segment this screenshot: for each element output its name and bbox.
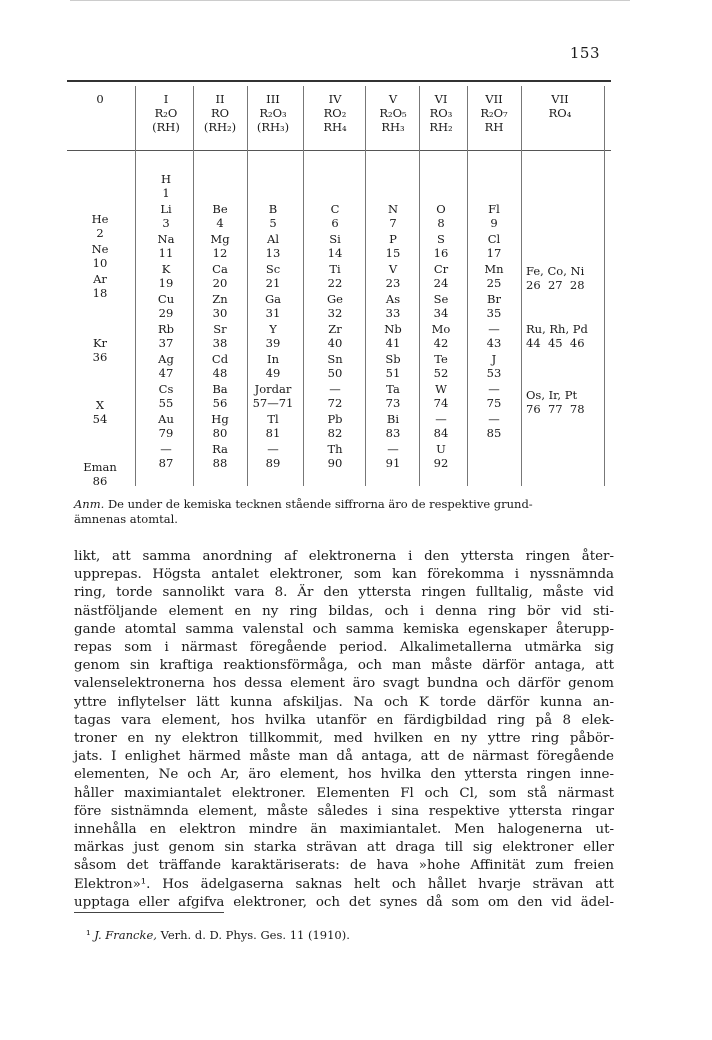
element-symbol: X bbox=[95, 398, 105, 412]
element-cell bbox=[434, 412, 449, 440]
element-symbol: Rb bbox=[157, 322, 175, 336]
atomic-number: 3 bbox=[162, 216, 170, 230]
atomic-number: 53 bbox=[486, 366, 502, 380]
body-line: repas som i närmast föregående period. Alkalimetallerna utmärka sig bbox=[74, 640, 614, 656]
element-symbol: Ar bbox=[93, 272, 107, 286]
atomic-number: 11 bbox=[158, 246, 174, 260]
atomic-number: 84 bbox=[433, 426, 449, 440]
element-cell bbox=[327, 412, 342, 440]
element-symbol: As bbox=[385, 292, 401, 306]
element-cell bbox=[327, 442, 342, 470]
element-cell bbox=[436, 202, 445, 230]
atomic-number: 23 bbox=[385, 276, 401, 290]
atomic-number: 81 bbox=[265, 426, 281, 440]
table-top-rule bbox=[67, 80, 611, 82]
element-symbol: Mg bbox=[210, 232, 230, 246]
element-cell bbox=[526, 322, 588, 350]
body-line: innehålla en elektron mindre än maximiantalet. Men halogenerna ut- bbox=[74, 822, 614, 838]
body-line: elementen, Ne och Ar, äro element, hos hvilka den yttersta ringen inne- bbox=[74, 767, 614, 783]
atomic-number: 37 bbox=[158, 336, 174, 350]
atomic-number: 76 77 78 bbox=[526, 402, 585, 416]
element-cell bbox=[212, 352, 228, 380]
atomic-number: 17 bbox=[486, 246, 502, 260]
body-line: yttre inflytelser lätt kunna afskiljas. Na och K torde därför kunna an- bbox=[74, 694, 614, 710]
element-cell bbox=[266, 262, 281, 290]
element-cell bbox=[434, 292, 449, 320]
atomic-number: 51 bbox=[385, 366, 401, 380]
group-formula: R₂O₃ bbox=[259, 106, 287, 120]
body-line: håller maximiantalet elektroner. Elementen Fl och Cl, som stå närmast bbox=[74, 785, 614, 801]
element-cell bbox=[266, 322, 281, 350]
group-formula: RO bbox=[210, 106, 230, 120]
body-line: likt, att samma anordning af elektronerna i den yttersta ringen åter- bbox=[74, 549, 614, 564]
atomic-number: 75 bbox=[486, 396, 502, 410]
column-divider bbox=[365, 86, 366, 486]
element-cell bbox=[158, 292, 174, 320]
atomic-number: 33 bbox=[385, 306, 401, 320]
element-symbol: In bbox=[267, 352, 279, 366]
atomic-number: 29 bbox=[158, 306, 174, 320]
element-cell bbox=[212, 262, 228, 290]
atomic-number: 21 bbox=[265, 276, 281, 290]
atomic-number: 73 bbox=[385, 396, 401, 410]
element-cell bbox=[159, 262, 174, 290]
group-numeral: II bbox=[215, 92, 225, 106]
element-symbol: S bbox=[437, 232, 445, 246]
element-cell bbox=[265, 292, 281, 320]
element-cell bbox=[386, 262, 401, 290]
footnote-reference: Verh. d. D. Phys. Ges. 11 (1910). bbox=[160, 928, 350, 942]
column-divider bbox=[303, 86, 304, 486]
group-formula: R₂O₅ bbox=[379, 106, 407, 120]
group-header bbox=[530, 92, 590, 120]
element-cell bbox=[487, 232, 502, 260]
atomic-number: 1 bbox=[162, 186, 170, 200]
body-line: märkas just genom sin starka strävan att draga till sig elektroner eller bbox=[74, 840, 614, 856]
group-header bbox=[190, 92, 250, 134]
group-header bbox=[70, 92, 130, 106]
element-cell bbox=[266, 412, 281, 440]
atomic-number: 9 bbox=[490, 216, 498, 230]
element-symbol: — bbox=[435, 412, 447, 426]
element-cell bbox=[161, 172, 171, 200]
element-symbol: Hg bbox=[211, 412, 229, 426]
table-annotation bbox=[74, 497, 614, 527]
annotation-text: De under de kemiska tecknen stående siffrorna äro de respektive grund- bbox=[107, 497, 533, 511]
atomic-number: 4 bbox=[216, 216, 224, 230]
atomic-number: 6 bbox=[331, 216, 339, 230]
element-cell bbox=[266, 232, 281, 260]
element-symbol: Li bbox=[160, 202, 172, 216]
element-cell bbox=[93, 398, 108, 426]
element-symbol: V bbox=[388, 262, 398, 276]
element-cell bbox=[266, 442, 281, 470]
atomic-number: 8 bbox=[437, 216, 445, 230]
element-symbol: W bbox=[435, 382, 447, 396]
element-cell bbox=[93, 336, 108, 364]
element-cell bbox=[92, 242, 109, 270]
element-symbol: Cu bbox=[157, 292, 175, 306]
atomic-number: 40 bbox=[327, 336, 343, 350]
element-symbol: Mo bbox=[431, 322, 451, 336]
element-cell bbox=[487, 412, 502, 440]
group-header bbox=[136, 92, 196, 134]
element-symbol: Cs bbox=[158, 382, 174, 396]
group-formula: RH bbox=[484, 120, 504, 134]
atomic-number: 56 bbox=[212, 396, 228, 410]
atomic-number: 86 bbox=[92, 474, 108, 488]
column-divider bbox=[419, 86, 420, 486]
group-header bbox=[305, 92, 365, 134]
element-symbol: Br bbox=[487, 292, 501, 306]
element-cell bbox=[158, 322, 174, 350]
element-symbol: — bbox=[329, 382, 341, 396]
element-symbol: Na bbox=[157, 232, 175, 246]
atomic-number: 79 bbox=[158, 426, 174, 440]
element-cell bbox=[328, 382, 343, 410]
element-symbol: Ru, Rh, Pd bbox=[526, 322, 588, 336]
element-symbol: N bbox=[387, 202, 399, 216]
element-cell bbox=[212, 382, 227, 410]
atomic-number: 39 bbox=[265, 336, 281, 350]
atomic-number: 82 bbox=[327, 426, 343, 440]
atomic-number: 15 bbox=[385, 246, 401, 260]
element-symbol: Ge bbox=[327, 292, 343, 306]
atomic-number: 12 bbox=[212, 246, 228, 260]
group-numeral: VI bbox=[434, 92, 448, 106]
group-numeral: V bbox=[388, 92, 398, 106]
atomic-number: 41 bbox=[385, 336, 401, 350]
element-symbol: Ta bbox=[386, 382, 400, 396]
element-symbol: — bbox=[488, 382, 500, 396]
element-symbol: Fe, Co, Ni bbox=[526, 264, 585, 278]
element-cell bbox=[92, 212, 109, 240]
element-cell bbox=[327, 352, 342, 380]
atomic-number: 47 bbox=[158, 366, 174, 380]
element-symbol: Th bbox=[327, 442, 343, 456]
atomic-number: 49 bbox=[265, 366, 281, 380]
element-symbol: He bbox=[91, 212, 109, 226]
atomic-number: 90 bbox=[327, 456, 343, 470]
atomic-number: 88 bbox=[212, 456, 228, 470]
group-formula: RH₂ bbox=[429, 120, 453, 134]
atomic-number: 92 bbox=[433, 456, 449, 470]
element-cell bbox=[160, 202, 171, 230]
element-symbol: H bbox=[160, 172, 172, 186]
element-cell bbox=[434, 442, 449, 470]
body-line: såsom det träffande karaktäriserats: de hava »hohe Affinität zum freien bbox=[74, 858, 614, 874]
element-cell bbox=[253, 382, 294, 410]
element-symbol: Fl bbox=[488, 202, 500, 216]
element-cell bbox=[526, 388, 585, 416]
element-symbol: Mn bbox=[484, 262, 504, 276]
atomic-number: 74 bbox=[433, 396, 449, 410]
element-cell bbox=[328, 262, 343, 290]
element-cell bbox=[158, 412, 174, 440]
element-symbol: Au bbox=[158, 412, 174, 426]
group-formula: R₂O bbox=[154, 106, 178, 120]
group-numeral: I bbox=[163, 92, 169, 106]
atomic-number: 13 bbox=[265, 246, 281, 260]
element-symbol: K bbox=[161, 262, 171, 276]
atomic-number: 25 bbox=[486, 276, 502, 290]
element-symbol: — bbox=[488, 412, 500, 426]
group-formula: RH₃ bbox=[381, 120, 405, 134]
element-cell bbox=[158, 352, 174, 380]
element-cell bbox=[331, 202, 340, 230]
element-symbol: Al bbox=[267, 232, 279, 246]
atomic-number: 91 bbox=[385, 456, 401, 470]
element-symbol: U bbox=[436, 442, 446, 456]
element-symbol: — bbox=[267, 442, 279, 456]
body-line: genom sin kraftiga reaktionsförmåga, och man måste därför antaga, att bbox=[74, 658, 614, 674]
element-cell bbox=[526, 264, 585, 292]
element-cell bbox=[269, 202, 277, 230]
atomic-number: 43 bbox=[486, 336, 502, 350]
element-cell bbox=[211, 412, 228, 440]
element-symbol: Sr bbox=[213, 322, 227, 336]
body-text bbox=[74, 548, 614, 912]
element-cell bbox=[328, 232, 343, 260]
group-header bbox=[243, 92, 303, 134]
element-symbol: Se bbox=[433, 292, 449, 306]
element-cell bbox=[159, 382, 174, 410]
element-symbol: Ag bbox=[158, 352, 174, 366]
atomic-number: 57—71 bbox=[252, 396, 294, 410]
group-header bbox=[411, 92, 471, 134]
atomic-number: 44 45 46 bbox=[526, 336, 585, 350]
element-symbol: Cd bbox=[211, 352, 229, 366]
element-symbol: Sn bbox=[327, 352, 343, 366]
body-line: upptaga eller afgifva elektroner, och det synes då som om den vid ädel- bbox=[74, 894, 614, 910]
element-symbol: Zr bbox=[328, 322, 342, 336]
body-line: nästföljande element en ny ring bildas, och i denna ring bör vid sti- bbox=[74, 603, 614, 619]
atomic-number: 52 bbox=[433, 366, 449, 380]
footnote bbox=[86, 928, 606, 943]
element-symbol: Sb bbox=[385, 352, 401, 366]
body-line: före sistnämnda element, måste således i sina respektive yttersta ringar bbox=[74, 803, 614, 819]
element-cell bbox=[212, 292, 227, 320]
element-cell bbox=[386, 382, 401, 410]
column-divider bbox=[193, 86, 194, 486]
body-line: valenselektronerna hos dessa element äro svagt bundna och därför genom bbox=[74, 676, 614, 692]
group-numeral: VII bbox=[551, 92, 569, 106]
atomic-number: 2 bbox=[96, 226, 104, 240]
element-symbol: Ra bbox=[212, 442, 228, 456]
atomic-number: 22 bbox=[327, 276, 343, 290]
element-symbol: Ca bbox=[212, 262, 228, 276]
element-cell bbox=[328, 322, 343, 350]
footnote-rule bbox=[74, 912, 224, 913]
column-divider bbox=[135, 86, 136, 486]
element-symbol: Tl bbox=[267, 412, 279, 426]
element-cell bbox=[484, 262, 503, 290]
element-symbol: Zn bbox=[212, 292, 228, 306]
atomic-number: 19 bbox=[158, 276, 174, 290]
atomic-number: 85 bbox=[486, 426, 502, 440]
element-cell bbox=[266, 352, 281, 380]
element-symbol: Ti bbox=[329, 262, 341, 276]
element-symbol: Bi bbox=[386, 412, 400, 426]
atomic-number: 87 bbox=[158, 456, 174, 470]
element-cell bbox=[83, 460, 117, 488]
atomic-number: 80 bbox=[212, 426, 228, 440]
element-symbol: Nb bbox=[384, 322, 402, 336]
group-formula: R₂O₇ bbox=[480, 106, 508, 120]
element-symbol: Pb bbox=[327, 412, 343, 426]
group-formula: RO₄ bbox=[548, 106, 572, 120]
footnote-author: J. Francke, bbox=[94, 928, 157, 942]
atomic-number: 18 bbox=[92, 286, 108, 300]
element-symbol: Cr bbox=[433, 262, 449, 276]
group-formula: RO₃ bbox=[429, 106, 453, 120]
element-symbol: Eman bbox=[83, 460, 117, 474]
footnote-marker: ¹ bbox=[86, 928, 91, 942]
atomic-number: 48 bbox=[212, 366, 228, 380]
element-cell bbox=[434, 232, 449, 260]
atomic-number: 36 bbox=[92, 350, 108, 364]
element-symbol: C bbox=[330, 202, 340, 216]
element-cell bbox=[487, 382, 502, 410]
element-symbol: — bbox=[160, 442, 172, 456]
element-cell bbox=[212, 442, 228, 470]
group-numeral: 0 bbox=[96, 92, 104, 106]
element-symbol: Ne bbox=[91, 242, 109, 256]
atomic-number: 83 bbox=[385, 426, 401, 440]
element-cell bbox=[388, 202, 398, 230]
element-symbol: Sc bbox=[265, 262, 281, 276]
body-line: troner en ny elektron tillkommit, med hvilken en ny yttre ring påbör- bbox=[74, 731, 614, 747]
element-symbol: Kr bbox=[92, 336, 108, 350]
body-line: upprepas. Högsta antalet elektroner, som kan förekomma i nyssnämnda bbox=[74, 567, 614, 583]
element-cell bbox=[93, 272, 108, 300]
element-cell bbox=[434, 262, 449, 290]
element-symbol: — bbox=[387, 442, 399, 456]
atomic-number: 5 bbox=[269, 216, 277, 230]
element-cell bbox=[213, 322, 228, 350]
scan-edge bbox=[70, 0, 630, 1]
body-line: gande atomtal samma valenstal och samma kemiska egenskaper återupp- bbox=[74, 621, 614, 637]
element-symbol: — bbox=[488, 322, 500, 336]
column-divider bbox=[521, 86, 522, 486]
element-symbol: Os, Ir, Pt bbox=[526, 388, 578, 402]
element-symbol: Y bbox=[269, 322, 277, 336]
element-cell bbox=[158, 232, 175, 260]
element-cell bbox=[384, 322, 401, 350]
element-cell bbox=[488, 202, 500, 230]
annotation-text-cont: ämnenas atomtal. bbox=[74, 512, 178, 526]
element-symbol: Be bbox=[212, 202, 228, 216]
element-cell bbox=[385, 352, 400, 380]
element-symbol: J bbox=[491, 352, 497, 366]
atomic-number: 7 bbox=[389, 216, 397, 230]
atomic-number: 89 bbox=[265, 456, 281, 470]
group-formula: RO₂ bbox=[323, 106, 347, 120]
group-formula: (RH) bbox=[152, 120, 180, 134]
element-cell bbox=[212, 202, 227, 230]
atomic-number: 26 27 28 bbox=[526, 278, 585, 292]
page-number: 153 bbox=[569, 44, 600, 62]
element-cell bbox=[210, 232, 229, 260]
element-cell bbox=[434, 382, 449, 410]
atomic-number: 30 bbox=[212, 306, 228, 320]
body-line: ring, torde sannolikt vara 8. Är den yttersta ringen fulltalig, måste vid bbox=[74, 585, 614, 601]
column-divider bbox=[604, 86, 605, 486]
element-cell bbox=[487, 352, 502, 380]
element-cell bbox=[386, 232, 401, 260]
element-symbol: O bbox=[436, 202, 446, 216]
element-symbol: Ba bbox=[212, 382, 228, 396]
atomic-number: 24 bbox=[433, 276, 449, 290]
body-line: tagas vara element, hos hvilka utanför en färdigbildad ring på 8 elek- bbox=[74, 712, 614, 728]
element-symbol: Si bbox=[329, 232, 341, 246]
atomic-number: 20 bbox=[212, 276, 228, 290]
element-symbol: Jordar bbox=[254, 382, 292, 396]
element-cell bbox=[159, 442, 174, 470]
atomic-number: 16 bbox=[433, 246, 449, 260]
element-cell bbox=[432, 322, 451, 350]
body-line: jats. I enlighet härmed måste man då antaga, att de närmast föregående bbox=[74, 749, 614, 765]
group-formula: (RH₂) bbox=[203, 120, 237, 134]
element-symbol: Te bbox=[434, 352, 448, 366]
atomic-number: 50 bbox=[327, 366, 343, 380]
atomic-number: 72 bbox=[327, 396, 343, 410]
atomic-number: 32 bbox=[327, 306, 343, 320]
element-cell bbox=[487, 322, 502, 350]
element-cell bbox=[487, 292, 502, 320]
group-numeral: VII bbox=[485, 92, 503, 106]
element-cell bbox=[386, 292, 401, 320]
group-numeral: III bbox=[266, 92, 280, 106]
body-line: Elektron»¹. Hos ädelgaserna saknas helt och hållet hvarje strävan att bbox=[74, 876, 614, 892]
element-cell bbox=[386, 442, 401, 470]
element-symbol: B bbox=[268, 202, 278, 216]
atomic-number: 38 bbox=[212, 336, 228, 350]
element-cell bbox=[386, 412, 401, 440]
element-symbol: Cl bbox=[487, 232, 501, 246]
element-symbol: Ga bbox=[264, 292, 282, 306]
element-cell bbox=[434, 352, 449, 380]
group-formula: RH₄ bbox=[323, 120, 347, 134]
element-symbol: P bbox=[389, 232, 397, 246]
atomic-number: 42 bbox=[433, 336, 449, 350]
atomic-number: 54 bbox=[92, 412, 108, 426]
atomic-number: 55 bbox=[158, 396, 174, 410]
group-header bbox=[464, 92, 524, 134]
atomic-number: 34 bbox=[433, 306, 449, 320]
atomic-number: 10 bbox=[92, 256, 108, 270]
annotation-label: Anm. bbox=[74, 497, 105, 511]
atomic-number: 35 bbox=[486, 306, 502, 320]
element-cell bbox=[327, 292, 343, 320]
atomic-number: 31 bbox=[265, 306, 281, 320]
table-header-rule bbox=[67, 150, 611, 151]
group-formula: (RH₃) bbox=[256, 120, 290, 134]
column-divider bbox=[467, 86, 468, 486]
column-divider bbox=[247, 86, 248, 486]
atomic-number: 14 bbox=[327, 246, 343, 260]
group-numeral: IV bbox=[328, 92, 342, 106]
